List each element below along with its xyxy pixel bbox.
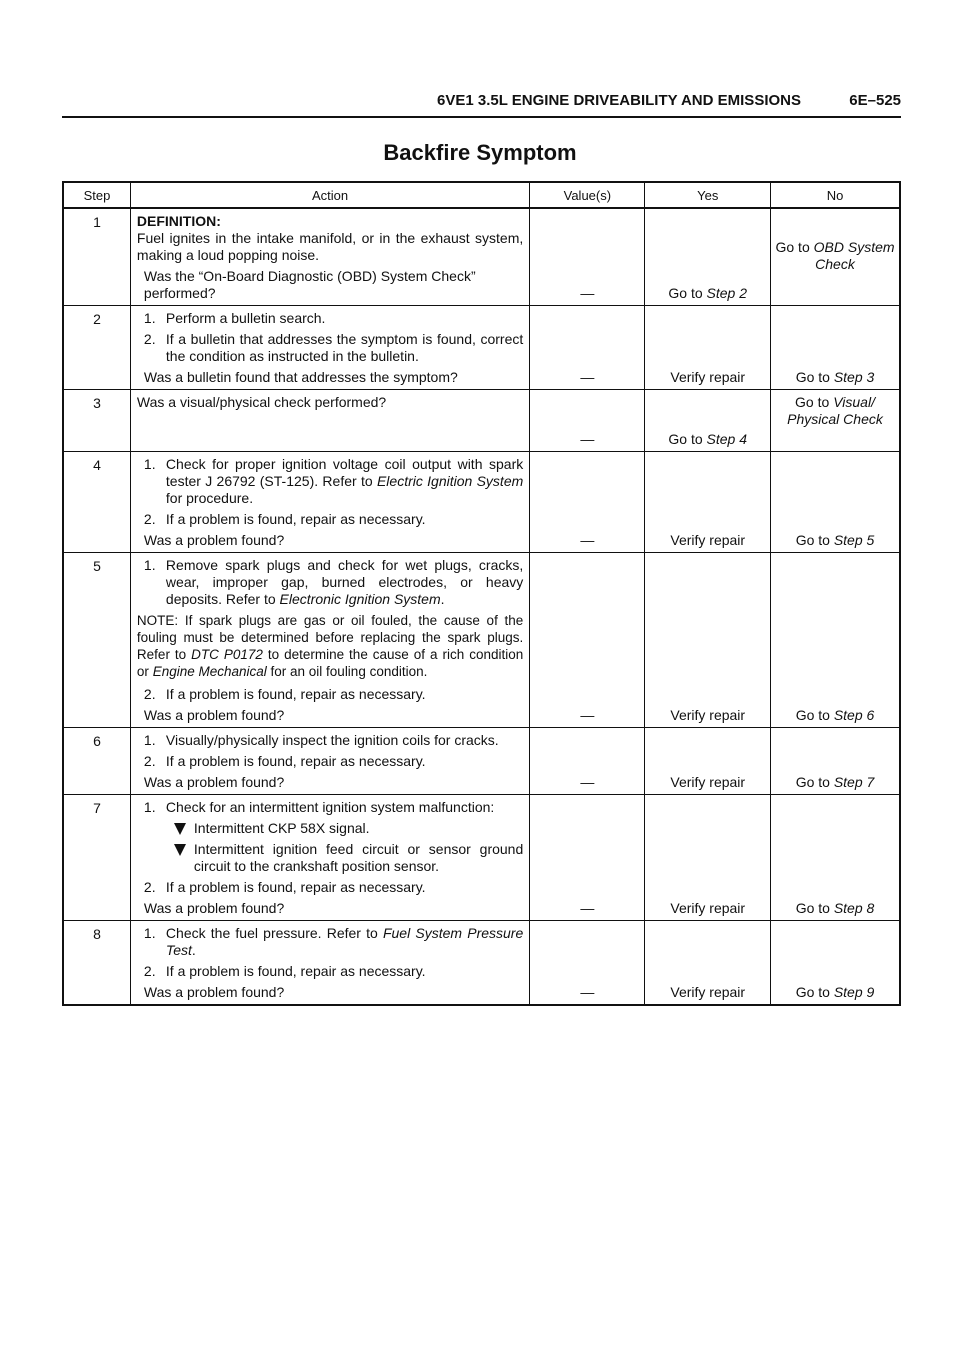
go-to-label: Go to [775, 238, 814, 255]
list-item: 1. Check for proper ignition voltage coil output with spark tester J 26792 (ST-125). Refer to Electric Ignition System for procedure. [143, 456, 524, 506]
definition-text: Fuel ignites in the intake manifold, or in the exhaust system, making a loud popping noise. [136, 230, 524, 263]
list-item: 2. If a problem is found, repair as necessary. [143, 963, 426, 979]
no-cell [771, 921, 900, 1006]
step-link[interactable]: Step 2 [706, 285, 748, 301]
page-title: Backfire Symptom [383, 140, 577, 165]
value-cell: — [530, 208, 645, 306]
yes-cell: Verify repair [645, 921, 771, 1006]
step-link[interactable]: Step 5 [833, 532, 875, 548]
step-link[interactable]: Step 3 [833, 369, 875, 385]
action-cell [130, 795, 529, 921]
table-row [63, 390, 900, 452]
header-yes: Yes [645, 182, 771, 208]
list-item: 1. Remove spark plugs and check for wet plugs, cracks, wear, improper gap, burned electrodes, or heavy deposits. Refer to Electronic Ignition System. [143, 557, 524, 607]
question-text: Was a problem found? [143, 900, 285, 916]
value-cell: — [530, 553, 645, 728]
question-text: Was a problem found? [143, 774, 285, 790]
no-cell [771, 795, 900, 921]
yes-cell: Verify repair [645, 553, 771, 728]
step-number: 6 [63, 728, 130, 795]
action-cell [130, 306, 529, 390]
header-values: Value(s) [530, 182, 645, 208]
table-row [63, 795, 900, 921]
question-text: Was a problem found? [143, 984, 285, 1000]
procedure-link[interactable]: Fuel System Pressure Test [165, 925, 524, 958]
no-cell [771, 452, 900, 553]
step-number: 2 [63, 306, 130, 390]
step-link[interactable]: Step 6 [833, 707, 875, 723]
dtc-link[interactable]: DTC P0172 [191, 647, 263, 662]
section-title: 6VE1 3.5L ENGINE DRIVEABILITY AND EMISSIONS [437, 92, 801, 109]
table-row [63, 306, 900, 390]
go-to-label: Go to [668, 285, 707, 301]
no-cell [771, 553, 900, 728]
yes-cell: Verify repair [645, 452, 771, 553]
step-number: 3 [63, 390, 130, 452]
bullet-item: Intermittent CKP 58X signal. [172, 820, 523, 837]
action-cell [130, 452, 529, 553]
triangle-bullet-icon [172, 820, 194, 837]
table-row [63, 728, 900, 795]
note-text: NOTE: If spark plugs are gas or oil fouled, the cause of the fouling must be determined before replacing the spark plugs. Refer to DTC P0172 to determine the cause of a rich condition or Engine Mechanical for an oil fouling condition. [136, 613, 524, 679]
go-to-label: Go to [795, 707, 834, 723]
go-to-label: Go to [795, 532, 834, 548]
header-step: Step [63, 182, 130, 208]
page-header [62, 88, 901, 118]
list-item: 2. If a problem is found, repair as necessary. [143, 753, 426, 769]
step-number: 5 [63, 553, 130, 728]
list-item: 1. Check the fuel pressure. Refer to Fuel System Pressure Test. [143, 925, 524, 958]
no-cell [771, 208, 900, 306]
step-link[interactable]: Step 9 [833, 984, 875, 1000]
step-link[interactable]: Step 8 [833, 900, 875, 916]
definition-label: DEFINITION: [136, 213, 221, 229]
action-cell [130, 921, 529, 1006]
list-item: 2. If a bulletin that addresses the symptom is found, correct the condition as instructed in the bulletin. [143, 331, 524, 364]
yes-cell [645, 390, 771, 452]
yes-cell: Verify repair [645, 728, 771, 795]
no-cell [771, 728, 900, 795]
action-cell [130, 728, 529, 795]
question-text: Was the “On-Board Diagnostic (OBD) System Check” performed? [143, 268, 476, 301]
procedure-link[interactable]: Engine Mechanical [152, 664, 267, 679]
list-item: 2. If a problem is found, repair as necessary. [143, 879, 426, 895]
step-number: 4 [63, 452, 130, 553]
question-text: Was a problem found? [143, 707, 285, 723]
yes-cell: Verify repair [645, 306, 771, 390]
list-item: 1. Check for an intermittent ignition system malfunction: [143, 799, 495, 815]
action-cell [130, 208, 529, 306]
step-link[interactable]: Step 7 [833, 774, 875, 790]
page-number: 6E–525 [849, 92, 901, 109]
question-text: Was a visual/physical check performed? [136, 394, 387, 410]
triangle-bullet-icon [172, 841, 194, 875]
value-cell: — [530, 390, 645, 452]
go-to-label: Go to [668, 431, 707, 447]
list-item: 2. If a problem is found, repair as necessary. [143, 511, 426, 527]
value-cell: — [530, 452, 645, 553]
list-item: 1. Visually/physically inspect the ignition coils for cracks. [143, 732, 499, 748]
go-to-label: Go to [795, 984, 834, 1000]
go-to-label: Go to [795, 774, 834, 790]
procedure-link[interactable]: OBD System Check [813, 238, 895, 272]
table-row [63, 921, 900, 1006]
yes-cell [645, 208, 771, 306]
header-action: Action [130, 182, 529, 208]
no-cell [771, 390, 900, 452]
value-cell: — [530, 728, 645, 795]
procedure-link[interactable]: Electric Ignition System [376, 473, 524, 489]
step-number: 1 [63, 208, 130, 306]
table-row [63, 208, 900, 306]
value-cell: — [530, 921, 645, 1006]
procedure-link[interactable]: Visual/ Physical Check [787, 394, 883, 427]
diagnostic-table [62, 181, 901, 1006]
go-to-label: Go to [795, 900, 834, 916]
list-item: 2. If a problem is found, repair as necessary. [143, 686, 426, 702]
action-cell [130, 390, 529, 452]
table-row [63, 452, 900, 553]
question-text: Was a problem found? [143, 532, 285, 548]
step-number: 7 [63, 795, 130, 921]
value-cell: — [530, 795, 645, 921]
go-to-label: Go to [795, 394, 834, 410]
table-header-row [63, 182, 900, 208]
procedure-link[interactable]: Electronic Ignition System [279, 591, 441, 607]
question-text: Was a bulletin found that addresses the symptom? [143, 369, 458, 385]
yes-cell: Verify repair [645, 795, 771, 921]
table-row [63, 553, 900, 728]
no-cell [771, 306, 900, 390]
go-to-label: Go to [795, 369, 834, 385]
list-item: 1. Perform a bulletin search. [143, 310, 326, 326]
value-cell: — [530, 306, 645, 390]
action-cell [130, 553, 529, 728]
step-link[interactable]: Step 4 [706, 431, 748, 447]
header-no: No [771, 182, 900, 208]
step-number: 8 [63, 921, 130, 1006]
bullet-item: Intermittent ignition feed circuit or sensor ground circuit to the crankshaft position sensor. [172, 841, 523, 875]
